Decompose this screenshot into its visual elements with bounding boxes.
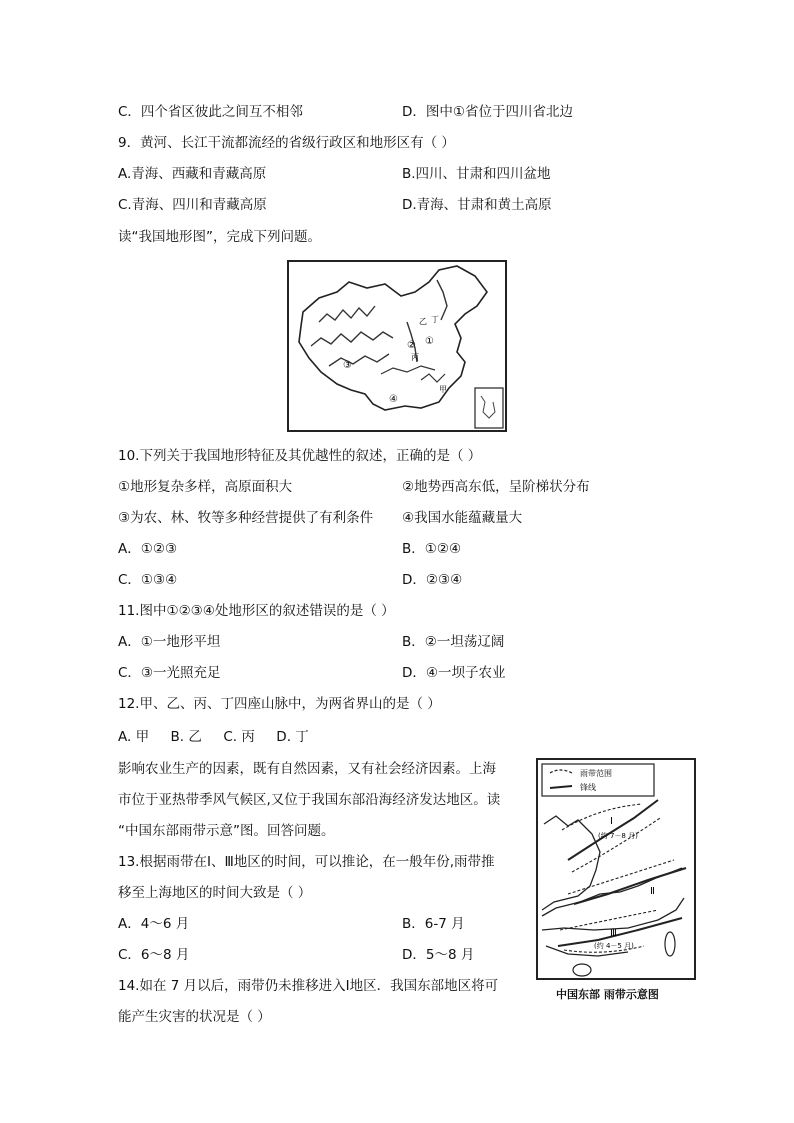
q10-item-3: ③为农、林、牧等多种经营提供了有利条件: [118, 510, 374, 526]
mountain-range-4: [437, 280, 447, 320]
q13-option-d: D．5～8 月: [402, 947, 475, 963]
legend-front-symbol: [550, 786, 572, 788]
map-label-2: ②: [407, 340, 416, 351]
taiwan-island: [665, 932, 675, 956]
read-map-instruction: 读“我国地形图”，完成下列问题。: [118, 229, 321, 245]
q12-options: A. 甲 B. 乙 C. 丙 D. 丁: [118, 729, 309, 745]
south-sea-inset: [475, 388, 503, 428]
q8-option-d: D．图中①省位于四川省北边: [402, 104, 573, 120]
intro-line-3: “中国东部雨带示意”图。回答问题。: [118, 823, 335, 839]
map-label-ding: 丁: [431, 315, 439, 324]
map-label-4: ④: [389, 394, 398, 405]
q10-item-1: ①地形复杂多样，高原面积大: [118, 479, 293, 495]
map-label-yi: 乙: [419, 317, 427, 326]
q8-option-c: C．四个省区彼此之间互不相邻: [118, 104, 303, 120]
q13-stem-line-2: 移至上海地区的时间大致是（ ）: [118, 885, 312, 901]
q10-stem: 10.下列关于我国地形特征及其优越性的叙述，正确的是（ ）: [118, 448, 482, 464]
coastline-north: [542, 816, 600, 910]
rain-range-1-lower: [572, 818, 660, 872]
map-label-jia: 甲: [439, 385, 447, 394]
q11-option-d: D．④一坝子农业: [402, 665, 506, 681]
rain-belt-map: [536, 758, 696, 980]
mountain-range-7: [421, 374, 445, 382]
rain-map-caption: 中国东部 雨带示意图: [556, 988, 659, 1001]
region-1-label: Ⅰ: [610, 816, 613, 827]
china-terrain-map: [287, 260, 507, 432]
q13-option-c: C．6～8 月: [118, 947, 190, 963]
legend-front-label: 锋线: [580, 783, 596, 792]
terrain-map-drawing: [289, 262, 505, 430]
hainan-island: [573, 964, 591, 976]
q12-stem: 12.甲、乙、丙、丁四座山脉中，为两省界山的是（ ）: [118, 696, 441, 712]
mountain-range-2: [311, 332, 393, 346]
q13-option-b: B．6-7 月: [402, 916, 465, 932]
q10-item-2: ②地势西高东低，呈阶梯状分布: [402, 479, 590, 495]
mountain-range-6: [381, 366, 435, 374]
q10-option-c: C．①③④: [118, 572, 178, 588]
q14-stem-line-2: 能产生灾害的状况是（ ）: [118, 1009, 271, 1025]
q11-stem: 11.图中①②③④处地形区的叙述错误的是（ ）: [118, 603, 395, 619]
q11-option-c: C．③一光照充足: [118, 665, 221, 681]
mountain-range-1: [319, 306, 375, 322]
inset-islands: [481, 396, 495, 418]
q11-option-a: A．①一地形平坦: [118, 634, 221, 650]
q10-option-b: B．①②④: [402, 541, 462, 557]
coastline-south: [542, 898, 684, 930]
q9-stem: 9．黄河、长江干流都流经的省级行政区和地形区有（ ）: [118, 135, 455, 151]
rain-range-1-upper: [562, 804, 642, 830]
intro-line-1: 影响农业生产的因素，既有自然因素，又有社会经济因素。上海: [118, 761, 496, 777]
rain-range-3-upper: [560, 910, 658, 930]
region-3-time: (约 4－5 月): [594, 942, 634, 950]
rain-belt-drawing: [538, 760, 694, 978]
mountain-range-3: [329, 354, 389, 366]
q9-option-a: A.青海、西藏和青藏高原: [118, 166, 267, 182]
region-3-label: Ⅲ: [610, 928, 617, 939]
q13-option-a: A．4～6 月: [118, 916, 190, 932]
q9-option-b: B.四川、甘肃和四川盆地: [402, 166, 551, 182]
q9-option-d: D.青海、甘肃和黄土高原: [402, 197, 552, 213]
map-label-1: ①: [425, 336, 434, 347]
q11-option-b: B．②一坦荡辽阔: [402, 634, 505, 650]
legend-range-symbol: [550, 770, 572, 773]
q10-item-4: ④我国水能蕴藏量大: [402, 510, 523, 526]
q10-option-d: D．②③④: [402, 572, 463, 588]
intro-line-2: 市位于亚热带季风气候区,又位于我国东部沿海经济发达地区。读: [118, 792, 501, 808]
legend-range-label: 雨带范围: [580, 769, 612, 778]
q13-stem-line-1: 13.根据雨带在Ⅰ、Ⅲ地区的时间，可以推论，在一般年份,雨带推: [118, 854, 495, 870]
map-label-bing: 丙: [411, 353, 419, 362]
q9-option-c: C.青海、四川和青藏高原: [118, 197, 267, 213]
region-1-time: (约 7－8 月): [598, 832, 638, 840]
map-label-3: ③: [343, 360, 352, 371]
region-2-label: Ⅱ: [650, 886, 655, 897]
front-line-2: [574, 868, 686, 904]
q14-stem-line-1: 14.如在 7 月以后，雨带仍未推移进入Ⅰ地区．我国东部地区将可: [118, 978, 499, 994]
q10-option-a: A．①②③: [118, 541, 178, 557]
